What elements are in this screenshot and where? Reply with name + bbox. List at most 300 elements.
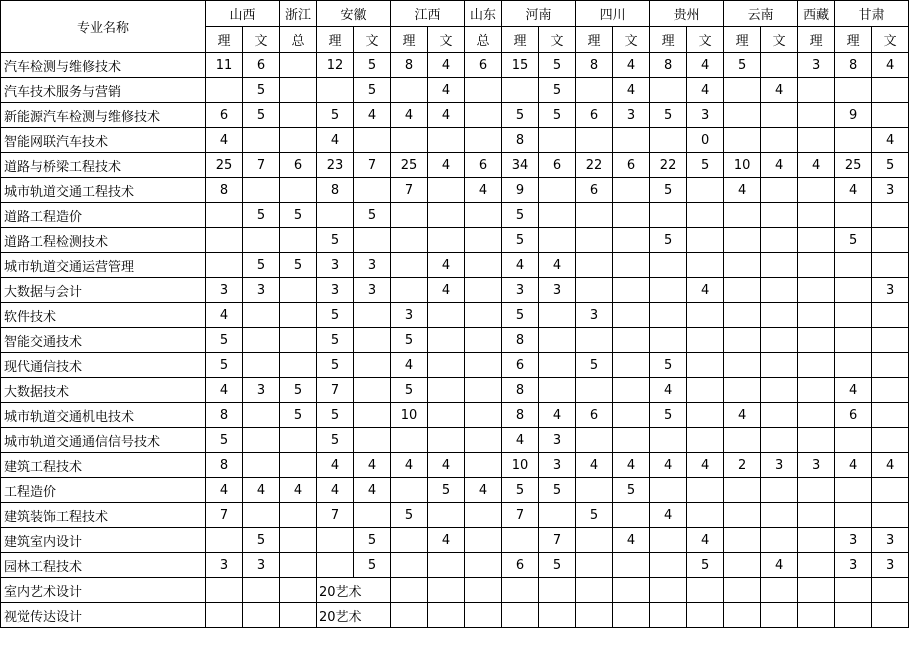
quota-cell <box>724 78 761 103</box>
table-row <box>1 153 909 178</box>
quota-cell <box>761 228 798 253</box>
art-quota-cell: 20艺术 <box>317 603 391 628</box>
major-name-cell: 现代通信技术 <box>1 353 206 378</box>
quota-cell: 25 <box>206 153 243 178</box>
quota-cell <box>613 278 650 303</box>
quota-cell: 3 <box>243 378 280 403</box>
quota-cell <box>798 228 835 253</box>
quota-cell: 4 <box>576 453 613 478</box>
quota-cell: 4 <box>835 178 872 203</box>
quota-cell: 5 <box>539 103 576 128</box>
quota-cell <box>576 253 613 278</box>
quota-cell <box>872 103 909 128</box>
quota-cell: 4 <box>650 453 687 478</box>
quota-cell <box>206 228 243 253</box>
major-name-cell: 大数据技术 <box>1 378 206 403</box>
quota-cell <box>428 578 465 603</box>
quota-cell <box>539 503 576 528</box>
quota-cell <box>798 528 835 553</box>
quota-cell <box>650 128 687 153</box>
quota-cell: 4 <box>502 253 539 278</box>
quota-cell <box>576 128 613 153</box>
quota-cell <box>243 428 280 453</box>
quota-cell <box>872 328 909 353</box>
quota-cell <box>724 203 761 228</box>
quota-cell <box>724 253 761 278</box>
quota-cell <box>761 353 798 378</box>
quota-cell: 5 <box>539 78 576 103</box>
quota-cell: 22 <box>576 153 613 178</box>
quota-cell: 5 <box>428 478 465 503</box>
quota-cell <box>687 253 724 278</box>
quota-cell <box>539 328 576 353</box>
quota-cell <box>835 78 872 103</box>
quota-cell: 4 <box>428 253 465 278</box>
quota-cell <box>243 578 280 603</box>
quota-cell: 4 <box>428 153 465 178</box>
quota-cell: 0 <box>687 128 724 153</box>
subject-header: 理 <box>391 27 428 53</box>
quota-cell: 5 <box>354 553 391 578</box>
quota-cell <box>280 528 317 553</box>
quota-cell: 22 <box>650 153 687 178</box>
quota-cell: 5 <box>317 103 354 128</box>
quota-cell <box>761 278 798 303</box>
quota-cell <box>761 253 798 278</box>
subject-header: 理 <box>206 27 243 53</box>
quota-cell <box>391 78 428 103</box>
quota-cell <box>391 203 428 228</box>
major-name-cell: 汽车检测与维修技术 <box>1 53 206 78</box>
subject-header: 文 <box>354 27 391 53</box>
quota-cell: 8 <box>206 403 243 428</box>
quota-cell <box>761 378 798 403</box>
quota-cell <box>280 353 317 378</box>
quota-cell <box>724 278 761 303</box>
quota-cell <box>539 178 576 203</box>
quota-cell <box>280 228 317 253</box>
quota-cell: 5 <box>650 178 687 203</box>
quota-cell: 5 <box>502 203 539 228</box>
quota-cell <box>761 428 798 453</box>
quota-cell: 5 <box>317 353 354 378</box>
quota-cell: 5 <box>354 203 391 228</box>
quota-cell: 4 <box>317 478 354 503</box>
major-name-cell: 城市轨道交通运营管理 <box>1 253 206 278</box>
quota-cell: 4 <box>391 353 428 378</box>
quota-cell: 8 <box>502 378 539 403</box>
quota-cell: 25 <box>835 153 872 178</box>
quota-cell <box>354 328 391 353</box>
quota-cell: 4 <box>835 378 872 403</box>
table-row <box>1 403 909 428</box>
quota-cell <box>650 278 687 303</box>
quota-cell: 7 <box>243 153 280 178</box>
quota-cell <box>576 278 613 303</box>
quota-cell: 4 <box>206 303 243 328</box>
quota-cell: 5 <box>354 78 391 103</box>
quota-cell: 6 <box>206 103 243 128</box>
quota-cell: 10 <box>724 153 761 178</box>
quota-cell: 7 <box>539 528 576 553</box>
quota-cell: 4 <box>243 478 280 503</box>
quota-cell <box>798 178 835 203</box>
quota-cell: 10 <box>391 403 428 428</box>
quota-cell <box>502 78 539 103</box>
quota-cell <box>798 578 835 603</box>
quota-cell <box>280 103 317 128</box>
quota-cell <box>724 328 761 353</box>
quota-cell <box>280 553 317 578</box>
quota-cell <box>835 353 872 378</box>
province-header: 四川 <box>576 1 650 27</box>
quota-cell <box>576 378 613 403</box>
table-row <box>1 78 909 103</box>
subject-header: 文 <box>687 27 724 53</box>
quota-cell <box>576 78 613 103</box>
quota-cell <box>576 603 613 628</box>
quota-cell <box>687 328 724 353</box>
quota-cell <box>465 228 502 253</box>
quota-cell: 5 <box>243 253 280 278</box>
quota-cell <box>835 478 872 503</box>
quota-cell <box>243 403 280 428</box>
quota-cell: 4 <box>465 478 502 503</box>
quota-cell: 11 <box>206 53 243 78</box>
quota-cell: 5 <box>724 53 761 78</box>
quota-cell <box>687 378 724 403</box>
quota-cell <box>280 428 317 453</box>
quota-cell <box>761 478 798 503</box>
quota-cell <box>798 503 835 528</box>
quota-cell <box>724 103 761 128</box>
quota-cell <box>206 578 243 603</box>
quota-cell <box>354 428 391 453</box>
province-header: 甘肃 <box>835 1 909 27</box>
quota-cell: 6 <box>502 353 539 378</box>
quota-cell <box>798 78 835 103</box>
quota-cell: 5 <box>650 228 687 253</box>
quota-cell <box>391 528 428 553</box>
table-row <box>1 528 909 553</box>
subject-header: 理 <box>650 27 687 53</box>
quota-cell <box>391 603 428 628</box>
table-row <box>1 503 909 528</box>
quota-cell: 4 <box>354 453 391 478</box>
quota-cell: 5 <box>576 353 613 378</box>
quota-cell: 4 <box>428 78 465 103</box>
quota-cell: 6 <box>280 153 317 178</box>
quota-cell: 25 <box>391 153 428 178</box>
major-name-cell: 工程造价 <box>1 478 206 503</box>
quota-cell: 6 <box>835 403 872 428</box>
quota-cell: 5 <box>317 228 354 253</box>
major-name-cell: 视觉传达设计 <box>1 603 206 628</box>
quota-cell: 9 <box>835 103 872 128</box>
quota-cell <box>539 128 576 153</box>
quota-cell <box>243 453 280 478</box>
quota-cell <box>613 178 650 203</box>
quota-cell: 3 <box>576 303 613 328</box>
quota-cell: 23 <box>317 153 354 178</box>
quota-cell: 8 <box>835 53 872 78</box>
quota-cell <box>280 303 317 328</box>
quota-cell <box>465 453 502 478</box>
quota-cell <box>465 528 502 553</box>
table-row <box>1 228 909 253</box>
art-quota-cell: 20艺术 <box>317 578 391 603</box>
quota-cell <box>872 503 909 528</box>
quota-cell: 4 <box>872 128 909 153</box>
quota-cell <box>576 328 613 353</box>
table-row <box>1 103 909 128</box>
quota-cell: 3 <box>502 278 539 303</box>
major-name-cell: 建筑工程技术 <box>1 453 206 478</box>
quota-cell <box>687 303 724 328</box>
quota-cell <box>613 603 650 628</box>
quota-cell: 5 <box>317 328 354 353</box>
quota-cell <box>391 128 428 153</box>
quota-cell: 8 <box>206 178 243 203</box>
quota-cell <box>465 103 502 128</box>
quota-cell <box>872 228 909 253</box>
quota-cell <box>428 428 465 453</box>
quota-cell <box>798 328 835 353</box>
subject-header: 理 <box>835 27 872 53</box>
quota-cell: 4 <box>650 378 687 403</box>
quota-cell <box>761 203 798 228</box>
quota-cell <box>465 503 502 528</box>
quota-cell <box>650 303 687 328</box>
quota-cell: 6 <box>576 403 613 428</box>
quota-cell <box>576 428 613 453</box>
quota-cell <box>724 378 761 403</box>
quota-cell: 5 <box>576 503 613 528</box>
quota-cell <box>206 203 243 228</box>
quota-cell <box>354 128 391 153</box>
quota-cell: 8 <box>650 53 687 78</box>
quota-cell <box>206 528 243 553</box>
major-name-cell: 道路工程造价 <box>1 203 206 228</box>
quota-cell <box>280 178 317 203</box>
quota-cell <box>317 528 354 553</box>
quota-cell: 3 <box>872 278 909 303</box>
major-name-cell: 城市轨道交通机电技术 <box>1 403 206 428</box>
quota-cell: 4 <box>687 528 724 553</box>
province-header: 江西 <box>391 1 465 27</box>
quota-cell <box>206 78 243 103</box>
quota-cell <box>724 428 761 453</box>
major-name-cell: 汽车技术服务与营销 <box>1 78 206 103</box>
quota-cell <box>354 178 391 203</box>
quota-cell <box>761 603 798 628</box>
quota-cell: 5 <box>539 53 576 78</box>
quota-cell <box>243 228 280 253</box>
quota-cell <box>354 403 391 428</box>
quota-cell <box>317 203 354 228</box>
quota-cell <box>576 228 613 253</box>
quota-cell <box>539 203 576 228</box>
quota-cell <box>798 353 835 378</box>
quota-cell <box>428 403 465 428</box>
table-row <box>1 253 909 278</box>
quota-cell <box>280 53 317 78</box>
quota-cell <box>761 328 798 353</box>
major-name-cell: 室内艺术设计 <box>1 578 206 603</box>
quota-cell <box>761 178 798 203</box>
province-header: 安徽 <box>317 1 391 27</box>
quota-cell <box>650 253 687 278</box>
quota-cell: 4 <box>317 453 354 478</box>
quota-cell <box>613 203 650 228</box>
subject-header: 文 <box>539 27 576 53</box>
quota-cell: 5 <box>687 553 724 578</box>
quota-cell <box>354 303 391 328</box>
subject-header: 文 <box>761 27 798 53</box>
quota-cell <box>687 578 724 603</box>
quota-cell <box>613 228 650 253</box>
quota-cell <box>243 178 280 203</box>
quota-cell <box>613 378 650 403</box>
quota-cell <box>428 553 465 578</box>
quota-cell: 3 <box>687 103 724 128</box>
quota-cell <box>724 478 761 503</box>
quota-cell: 3 <box>539 453 576 478</box>
quota-cell <box>243 503 280 528</box>
quota-cell: 5 <box>280 253 317 278</box>
quota-cell: 8 <box>576 53 613 78</box>
quota-cell: 4 <box>761 153 798 178</box>
quota-cell: 4 <box>798 153 835 178</box>
quota-cell: 5 <box>280 203 317 228</box>
quota-cell: 4 <box>428 53 465 78</box>
quota-cell <box>428 603 465 628</box>
table-row <box>1 178 909 203</box>
major-name-cell: 建筑装饰工程技术 <box>1 503 206 528</box>
quota-cell: 5 <box>206 353 243 378</box>
quota-cell <box>872 428 909 453</box>
quota-cell <box>280 503 317 528</box>
quota-cell <box>724 128 761 153</box>
quota-cell <box>872 578 909 603</box>
quota-cell <box>650 553 687 578</box>
quota-cell <box>613 353 650 378</box>
quota-cell <box>354 503 391 528</box>
quota-cell <box>539 603 576 628</box>
major-name-cell: 智能交通技术 <box>1 328 206 353</box>
major-name-cell: 园林工程技术 <box>1 553 206 578</box>
quota-cell: 4 <box>428 453 465 478</box>
quota-cell: 3 <box>872 528 909 553</box>
quota-cell: 3 <box>354 253 391 278</box>
quota-cell <box>280 453 317 478</box>
quota-cell <box>391 553 428 578</box>
quota-cell <box>761 403 798 428</box>
quota-cell <box>761 528 798 553</box>
quota-cell <box>465 203 502 228</box>
quota-cell <box>428 228 465 253</box>
quota-cell <box>798 253 835 278</box>
quota-cell: 5 <box>502 228 539 253</box>
quota-cell <box>613 503 650 528</box>
table-body <box>1 53 909 628</box>
quota-cell <box>798 478 835 503</box>
major-name-cell: 城市轨道交通通信信号技术 <box>1 428 206 453</box>
quota-cell: 7 <box>317 378 354 403</box>
quota-cell <box>835 278 872 303</box>
quota-cell <box>687 353 724 378</box>
major-name-cell: 道路与桥梁工程技术 <box>1 153 206 178</box>
quota-cell: 4 <box>354 103 391 128</box>
quota-cell <box>539 578 576 603</box>
quota-cell: 5 <box>613 478 650 503</box>
quota-cell <box>650 428 687 453</box>
quota-cell: 4 <box>872 53 909 78</box>
quota-cell: 3 <box>539 428 576 453</box>
major-name-cell: 建筑室内设计 <box>1 528 206 553</box>
quota-cell: 4 <box>761 78 798 103</box>
quota-cell <box>280 603 317 628</box>
quota-cell <box>465 378 502 403</box>
table-row <box>1 578 909 603</box>
quota-cell <box>687 178 724 203</box>
quota-cell: 6 <box>502 553 539 578</box>
table-row <box>1 553 909 578</box>
subject-header: 理 <box>502 27 539 53</box>
quota-cell <box>724 353 761 378</box>
quota-cell: 4 <box>687 53 724 78</box>
quota-cell <box>835 303 872 328</box>
quota-cell: 5 <box>539 553 576 578</box>
quota-cell: 5 <box>243 103 280 128</box>
quota-cell <box>798 603 835 628</box>
quota-cell: 4 <box>354 478 391 503</box>
quota-cell <box>835 428 872 453</box>
subject-header: 理 <box>798 27 835 53</box>
quota-cell: 4 <box>539 403 576 428</box>
quota-cell <box>798 128 835 153</box>
subject-header: 总 <box>465 27 502 53</box>
quota-cell: 4 <box>650 503 687 528</box>
quota-cell: 6 <box>465 53 502 78</box>
quota-cell <box>280 578 317 603</box>
quota-cell: 4 <box>502 428 539 453</box>
quota-cell <box>428 503 465 528</box>
quota-cell <box>687 203 724 228</box>
quota-cell <box>835 253 872 278</box>
table-row <box>1 278 909 303</box>
quota-cell <box>613 428 650 453</box>
quota-cell <box>613 303 650 328</box>
quota-cell: 4 <box>724 403 761 428</box>
quota-cell: 5 <box>391 328 428 353</box>
quota-cell <box>576 203 613 228</box>
quota-cell <box>391 228 428 253</box>
quota-cell: 8 <box>502 328 539 353</box>
quota-cell <box>835 503 872 528</box>
quota-cell: 12 <box>317 53 354 78</box>
quota-cell <box>465 278 502 303</box>
subject-header: 文 <box>613 27 650 53</box>
quota-cell <box>243 128 280 153</box>
quota-cell: 8 <box>317 178 354 203</box>
quota-cell <box>761 128 798 153</box>
major-name-cell: 大数据与会计 <box>1 278 206 303</box>
quota-cell <box>576 553 613 578</box>
table-row <box>1 478 909 503</box>
quota-cell: 5 <box>391 503 428 528</box>
quota-cell <box>317 78 354 103</box>
